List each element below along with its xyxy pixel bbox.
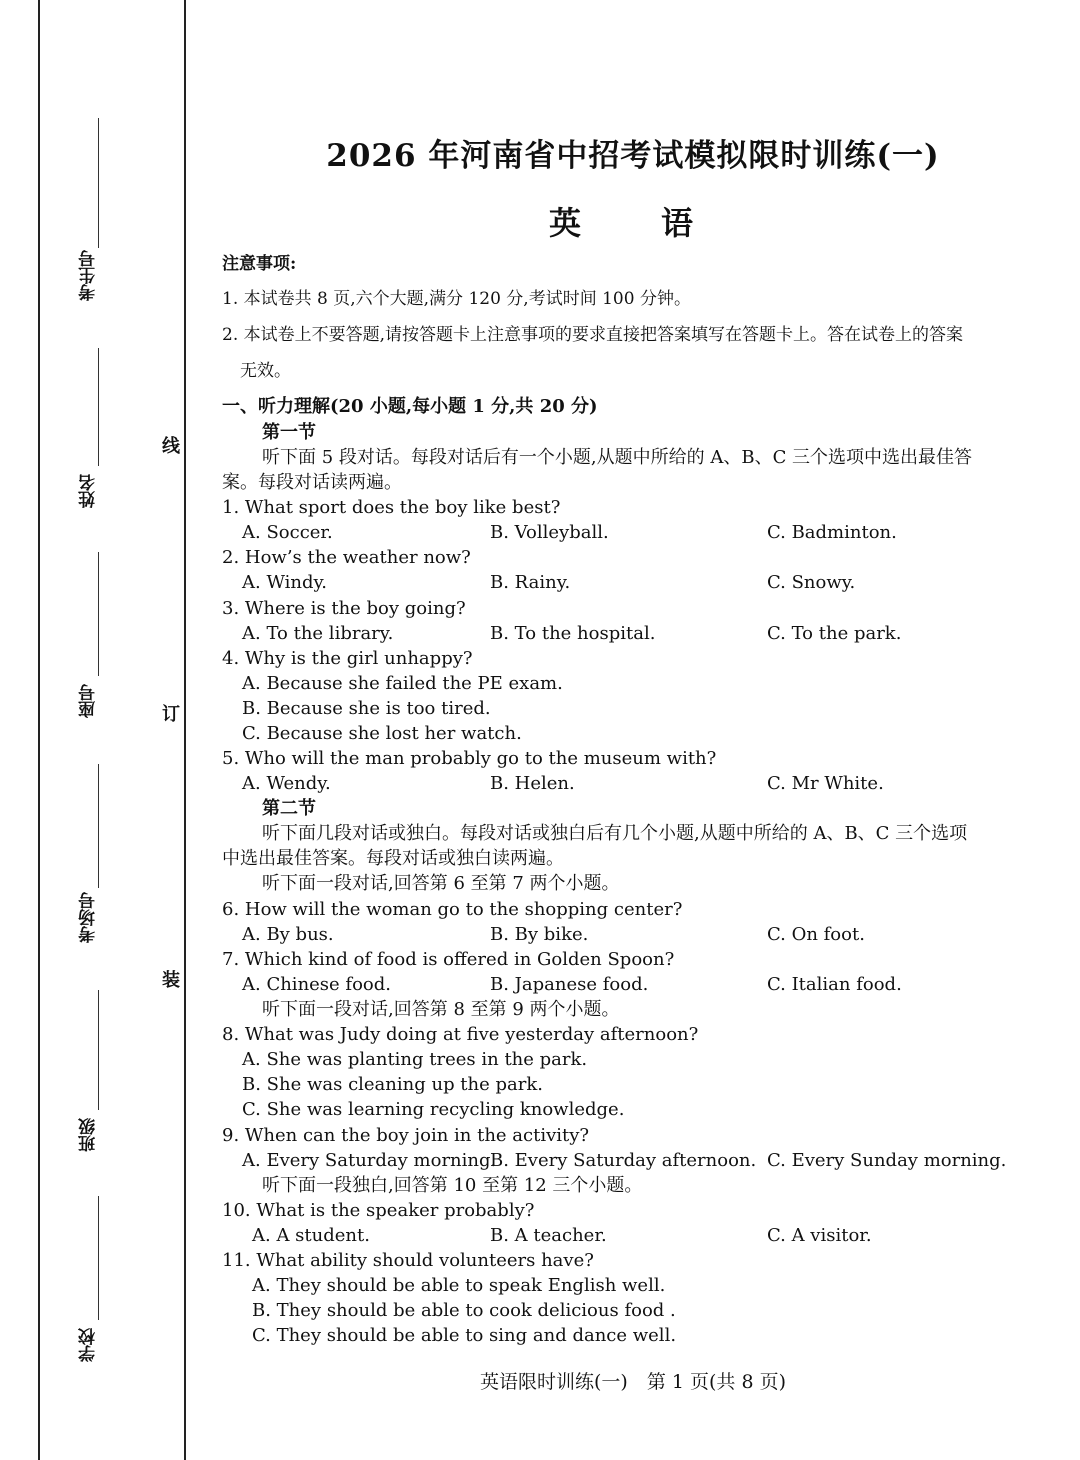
question-10-option-c: C. A visitor. [767, 1225, 872, 1246]
part1-heading: 一、听力理解(20 小题,每小题 1 分,共 20 分) [222, 396, 598, 417]
section2-title: 第二节 [262, 798, 316, 819]
exam-room-label: 考场号 [79, 892, 99, 944]
bind-char-bind: 装 [162, 970, 180, 991]
school-fill-line [98, 1196, 99, 1320]
question-6-option-a: A. By bus. [242, 924, 334, 945]
margin-outer-line [38, 0, 40, 1460]
subject-title: 英 语 [548, 204, 717, 242]
question-3-stem: 3. Where is the boy going? [222, 598, 466, 619]
seat-fill-line [98, 552, 99, 676]
question-5-option-a: A. Wendy. [242, 773, 331, 794]
class-label: 班级 [79, 1118, 99, 1152]
section2-instruction: 听下面几段对话或独白。每段对话或独白后有几个小题,从题中所给的 A、B、C 三个选项 [262, 823, 968, 844]
notes-item-1: 1. 本试卷共 8 页,六个大题,满分 120 分,考试时间 100 分钟。 [222, 289, 691, 309]
question-4-option-a: A. Because she failed the PE exam. [242, 673, 563, 694]
name-fill-line [98, 348, 99, 466]
question-11-option-b: B. They should be able to cook delicious food . [252, 1300, 676, 1321]
school-label: 学校 [79, 1328, 99, 1362]
question-4-option-b: B. Because she is too tired. [242, 698, 491, 719]
question-1-stem: 1. What sport does the boy like best? [222, 497, 561, 518]
section1-instruction-cont: 案。每段对话读两遍。 [222, 472, 402, 493]
question-2-stem: 2. How’s the weather now? [222, 547, 471, 568]
question-11-option-a: A. They should be able to speak English well. [252, 1275, 666, 1296]
notes-item-2-cont: 无效。 [240, 361, 291, 381]
question-10-option-b: B. A teacher. [490, 1225, 607, 1246]
bind-char-line: 线 [162, 436, 180, 457]
question-2-option-c: C. Snowy. [767, 572, 856, 593]
question-6-option-c: C. On foot. [767, 924, 865, 945]
question-3-option-c: C. To the park. [767, 623, 902, 644]
question-8-option-b: B. She was cleaning up the park. [242, 1074, 543, 1095]
question-8-stem: 8. What was Judy doing at five yesterday afternoon? [222, 1024, 699, 1045]
section1-instruction: 听下面 5 段对话。每段对话后有一个小题,从题中所给的 A、B、C 三个选项中选出最佳答 [262, 447, 973, 468]
page-footer: 英语限时训练(一) 第 1 页(共 8 页) [480, 1371, 786, 1393]
question-5-stem: 5. Who will the man probably go to the museum with? [222, 748, 717, 769]
lead-in-10-12: 听下面一段独白,回答第 10 至第 12 三个小题。 [262, 1175, 643, 1196]
question-7-option-b: B. Japanese food. [490, 974, 649, 995]
question-6-stem: 6. How will the woman go to the shopping center? [222, 899, 683, 920]
seat-label: 座号 [79, 684, 99, 718]
name-label: 姓名 [79, 474, 99, 508]
notes-heading: 注意事项: [222, 254, 297, 274]
question-1-option-a: A. Soccer. [242, 522, 333, 543]
question-2-option-b: B. Rainy. [490, 572, 571, 593]
question-7-stem: 7. Which kind of food is offered in Golden Spoon? [222, 949, 675, 970]
question-8-option-a: A. She was planting trees in the park. [242, 1049, 588, 1070]
question-9-option-b: B. Every Saturday afternoon. [490, 1150, 757, 1171]
question-1-option-b: B. Volleyball. [490, 522, 609, 543]
question-6-option-b: B. By bike. [490, 924, 589, 945]
question-3-option-b: B. To the hospital. [490, 623, 656, 644]
lead-in-6-7: 听下面一段对话,回答第 6 至第 7 两个小题。 [262, 873, 620, 894]
question-3-option-a: A. To the library. [242, 623, 394, 644]
question-5-option-b: B. Helen. [490, 773, 575, 794]
class-fill-line [98, 990, 99, 1110]
question-9-option-a: A. Every Saturday morning. [242, 1150, 497, 1171]
notes-item-2: 2. 本试卷上不要答题,请按答题卡上注意事项的要求直接把答案填写在答题卡上。答在试卷上的答案 [222, 325, 964, 345]
section1-title: 第一节 [262, 422, 316, 443]
question-9-stem: 9. When can the boy join in the activity? [222, 1125, 590, 1146]
question-10-stem: 10. What is the speaker probably? [222, 1200, 535, 1221]
exam-number-label: 考生号 [79, 250, 99, 302]
question-7-option-c: C. Italian food. [767, 974, 902, 995]
exam-title: 2026 年河南省中招考试模拟限时训练(一) [326, 138, 940, 174]
exam-number-fill-line [98, 118, 99, 248]
exam-room-fill-line [98, 764, 99, 888]
question-4-option-c: C. Because she lost her watch. [242, 723, 522, 744]
question-2-option-a: A. Windy. [242, 572, 327, 593]
question-9-option-c: C. Every Sunday morning. [767, 1150, 1007, 1171]
lead-in-8-9: 听下面一段对话,回答第 8 至第 9 两个小题。 [262, 999, 620, 1020]
question-1-option-c: C. Badminton. [767, 522, 897, 543]
question-8-option-c: C. She was learning recycling knowledge. [242, 1099, 625, 1120]
bind-char-staple: 订 [162, 704, 180, 725]
question-11-option-c: C. They should be able to sing and dance well. [252, 1325, 677, 1346]
question-7-option-a: A. Chinese food. [242, 974, 392, 995]
question-4-stem: 4. Why is the girl unhappy? [222, 648, 473, 669]
question-11-stem: 11. What ability should volunteers have? [222, 1250, 594, 1271]
section2-instruction-cont: 中选出最佳答案。每段对话或独白读两遍。 [222, 848, 564, 869]
question-5-option-c: C. Mr White. [767, 773, 884, 794]
question-10-option-a: A. A student. [252, 1225, 370, 1246]
